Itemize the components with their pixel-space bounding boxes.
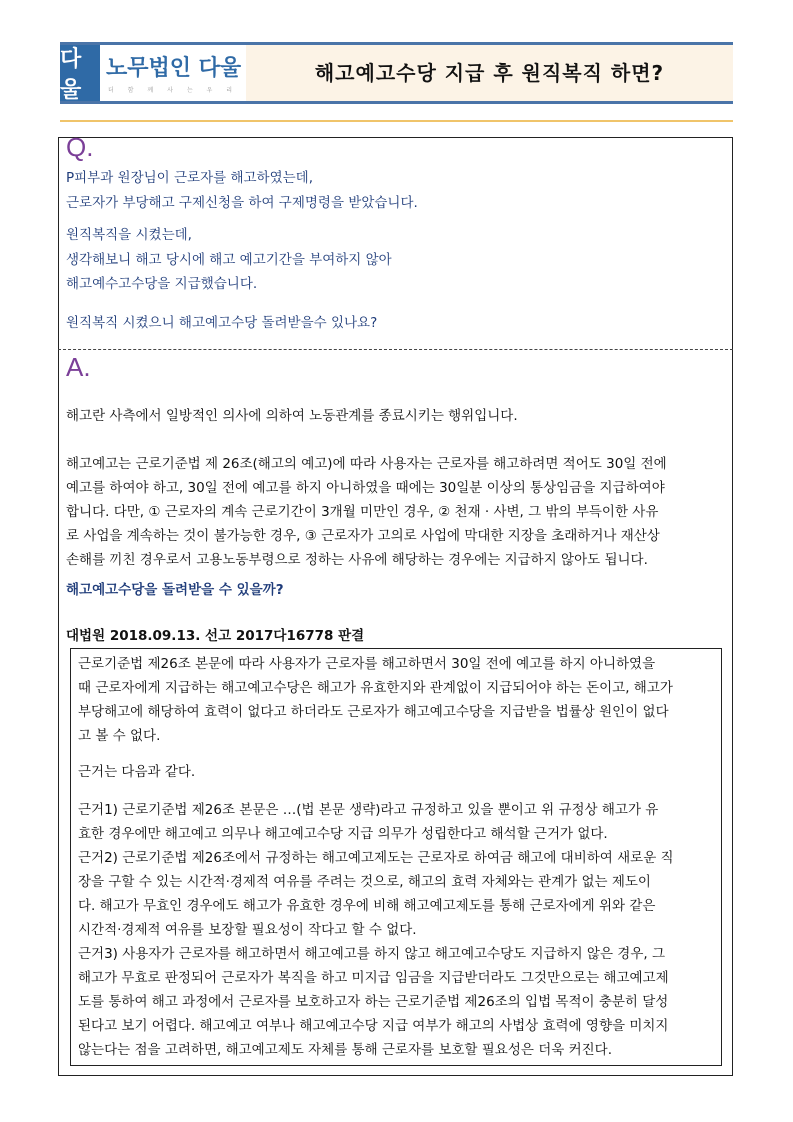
ruling-line: 근거3) 사용자가 근로자를 해고하면서 해고예고를 하지 않고 해고예고수당도 지급하지 않은 경우, 그 — [78, 946, 665, 962]
ruling-line: 고 볼 수 없다. — [78, 728, 161, 744]
subheading: 해고예고수당을 돌려받을 수 있을까? — [66, 582, 284, 598]
question-line: 원직복직을 시켰는데, — [66, 227, 192, 243]
answer-intro: 해고란 사측에서 일방적인 의사에 의하여 노동관계를 종료시키는 행위입니다. — [66, 408, 518, 424]
question-line: 생각해보니 해고 당시에 해고 예고기간을 부여하지 않아 — [66, 252, 392, 268]
logo-mark: 다울 — [60, 45, 100, 101]
header-banner — [60, 42, 733, 104]
case-citation: 대법원 2018.09.13. 선고 2017다16778 판결 — [66, 628, 365, 644]
ruling-line: 근거1) 근로기준법 제26조 본문은 …(법 본문 생략)라고 규정하고 있을 뿐이고 위 규정상 해고가 유 — [78, 802, 659, 818]
question-line: 해고예수고수당을 지급했습니다. — [66, 276, 258, 292]
ruling-line: 근거2) 근로기준법 제26조에서 규정하는 해고예고제도는 근로자로 하여금 해고에 대비하여 새로운 직 — [78, 850, 674, 866]
ruling-line: 도를 통하여 해고 과정에서 근로자를 보호하고자 하는 근로기준법 제26조의 입법 목적이 충분히 달성 — [78, 994, 669, 1010]
ruling-line: 시간적·경제적 여유를 보장할 필요성이 작다고 할 수 없다. — [78, 922, 417, 938]
ruling-line: 않는다는 점을 고려하면, 해고예고제도 자체를 통해 근로자를 보호할 필요성은 더욱 커진다. — [78, 1042, 613, 1058]
answer-line: 해고예고는 근로기준법 제 26조(해고의 예고)에 따라 사용자는 근로자를 해고하려면 적어도 30일 전에 — [66, 456, 667, 472]
ruling-line: 근로기준법 제26조 본문에 따라 사용자가 근로자를 해고하면서 30일 전에 예고를 하지 아니하였을 — [78, 656, 656, 672]
answer-line: 예고를 하여야 하고, 30일 전에 예고를 하지 아니하였을 때에는 30일분 이상의 통상임금을 지급하여야 — [66, 480, 665, 496]
answer-line: 손해를 끼친 경우로서 고용노동부령으로 정하는 사유에 해당하는 경우에는 지급하지 않아도 됩니다. — [66, 552, 648, 568]
ruling-line: 부당해고에 해당하여 효력이 없다고 하더라도 근로자가 해고예고수당을 지급받을 법률상 원인이 없다 — [78, 704, 669, 720]
question-line: 근로자가 부당해고 구제신청을 하여 구제명령을 받았습니다. — [66, 195, 418, 211]
ruling-line: 때 근로자에게 지급하는 해고예고수당은 해고가 유효한지와 관계없이 지급되어야 하는 돈이고, 해고가 — [78, 680, 673, 696]
ruling-line: 다. 해고가 무효인 경우에도 해고가 유효한 경우에 비해 해고예고제도를 통해 근로자에게 위와 같은 — [78, 898, 656, 914]
logo-name: 노무법인 다울 — [106, 56, 242, 81]
ruling-line: 해고가 무효로 판정되어 근로자가 복직을 하고 미지급 임금을 지급받더라도 그것만으로는 해고예고제 — [78, 970, 669, 986]
question-label: Q. — [66, 132, 94, 162]
ruling-line: 된다고 보기 어렵다. 해고예고 여부나 해고예고수당 지급 여부가 해고의 사법상 효력에 영향을 미치지 — [78, 1018, 669, 1034]
answer-line: 로 사업을 계속하는 것이 불가능한 경우, ③ 근로자가 고의로 사업에 막대한 지장을 초래하거나 재산상 — [66, 528, 660, 544]
page-title: 해고예고수당 지급 후 원직복직 하면? — [314, 61, 665, 85]
logo — [60, 45, 246, 101]
dashed-divider — [58, 349, 733, 350]
divider — [60, 120, 733, 122]
answer-label: A. — [66, 352, 91, 382]
logo-tagline: 더 함 께 사 는 우 리 — [108, 87, 239, 94]
answer-line: 합니다. 다만, ① 근로자의 계속 근로기간이 3개월 미만인 경우, ② 천재 · 사변, 그 밖의 부득이한 사유 — [66, 504, 659, 520]
question-line: P피부과 원장님이 근로자를 해고하였는데, — [66, 170, 314, 186]
question-line: 원직복직 시켰으니 해고예고수당 돌려받을수 있나요? — [66, 315, 378, 331]
ruling-line: 장을 구할 수 있는 시간적·경제적 여유를 주려는 것으로, 해고의 효력 자체와는 관계가 없는 제도이 — [78, 874, 651, 890]
ruling-line: 근거는 다음과 같다. — [78, 764, 196, 780]
ruling-line: 효한 경우에만 해고예고 의무나 해고예고수당 지급 의무가 성립한다고 해석할 근거가 없다. — [78, 826, 608, 842]
